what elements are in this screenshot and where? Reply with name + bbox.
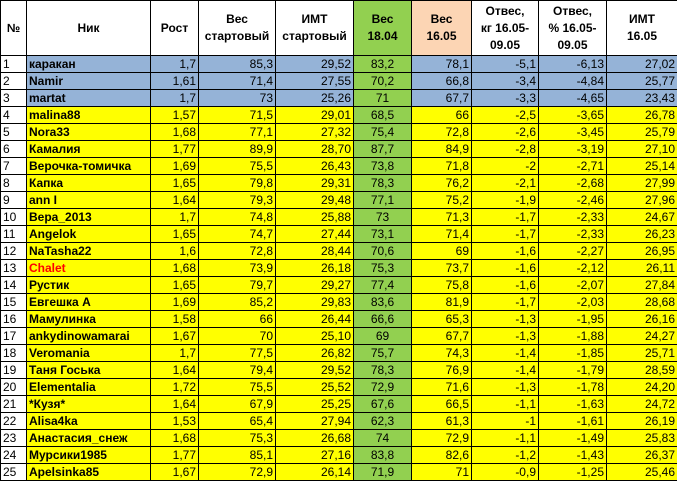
cell-weight-start: 75,5 bbox=[199, 379, 276, 396]
cell-loss-kg: -1,2 bbox=[472, 447, 539, 464]
cell-nick: Elementalia bbox=[27, 379, 151, 396]
cell-weight-start: 77,5 bbox=[199, 345, 276, 362]
table-row bbox=[1, 175, 677, 192]
cell-bmi-start: 25,25 bbox=[276, 396, 354, 413]
cell-nick: ann I bbox=[27, 192, 151, 209]
cell-weight-1804: 71,9 bbox=[354, 464, 412, 481]
header-loss-pct: Отвес, % 16.05- 09.05 bbox=[539, 1, 607, 56]
cell-weight-start: 67,9 bbox=[199, 396, 276, 413]
cell-loss-kg: -0,9 bbox=[472, 464, 539, 481]
cell-weight-start: 74,8 bbox=[199, 209, 276, 226]
cell-weight-1605: 71,4 bbox=[412, 226, 472, 243]
header-nick: Ник bbox=[27, 1, 151, 56]
cell-nick: Мурсики1985 bbox=[27, 447, 151, 464]
header-weight-start: Вес стартовый bbox=[199, 1, 276, 56]
cell-height: 1,53 bbox=[151, 413, 199, 430]
cell-height: 1,67 bbox=[151, 464, 199, 481]
cell-bmi-start: 26,44 bbox=[276, 311, 354, 328]
cell-weight-1804: 72,9 bbox=[354, 379, 412, 396]
cell-weight-1804: 77,4 bbox=[354, 277, 412, 294]
cell-bmi-start: 26,82 bbox=[276, 345, 354, 362]
cell-bmi-start: 28,44 bbox=[276, 243, 354, 260]
cell-bmi-1605: 28,68 bbox=[607, 294, 677, 311]
header-loss-kg: Отвес, кг 16.05- 09.05 bbox=[472, 1, 539, 56]
cell-loss-kg: -1,1 bbox=[472, 430, 539, 447]
cell-num: 6 bbox=[1, 141, 27, 158]
cell-weight-start: 66 bbox=[199, 311, 276, 328]
cell-loss-pct: -2,71 bbox=[539, 158, 607, 175]
cell-loss-pct: -1,63 bbox=[539, 396, 607, 413]
table-row bbox=[1, 226, 677, 243]
cell-weight-1804: 83,2 bbox=[354, 56, 412, 73]
header-bmi-1605: ИМТ 16.05 bbox=[607, 1, 677, 56]
cell-bmi-1605: 24,72 bbox=[607, 396, 677, 413]
table-row bbox=[1, 464, 677, 481]
cell-bmi-1605: 23,43 bbox=[607, 90, 677, 107]
cell-weight-1605: 67,7 bbox=[412, 90, 472, 107]
cell-loss-pct: -1,78 bbox=[539, 379, 607, 396]
cell-loss-pct: -6,13 bbox=[539, 56, 607, 73]
table-row bbox=[1, 73, 677, 90]
cell-weight-1605: 76,9 bbox=[412, 362, 472, 379]
cell-weight-start: 75,3 bbox=[199, 430, 276, 447]
cell-bmi-start: 29,27 bbox=[276, 277, 354, 294]
cell-height: 1,77 bbox=[151, 141, 199, 158]
cell-nick: malina88 bbox=[27, 107, 151, 124]
cell-num: 1 bbox=[1, 56, 27, 73]
cell-weight-1804: 70,6 bbox=[354, 243, 412, 260]
cell-bmi-start: 28,70 bbox=[276, 141, 354, 158]
cell-nick: Nora33 bbox=[27, 124, 151, 141]
cell-bmi-1605: 27,02 bbox=[607, 56, 677, 73]
cell-nick: Верочка-томичка bbox=[27, 158, 151, 175]
cell-weight-1804: 69 bbox=[354, 328, 412, 345]
header-num: № bbox=[1, 1, 27, 56]
table-row bbox=[1, 260, 677, 277]
cell-weight-1804: 83,6 bbox=[354, 294, 412, 311]
cell-nick: Apelsinka85 bbox=[27, 464, 151, 481]
cell-height: 1,57 bbox=[151, 107, 199, 124]
cell-loss-kg: -2,1 bbox=[472, 175, 539, 192]
cell-weight-1804: 73,1 bbox=[354, 226, 412, 243]
cell-height: 1,7 bbox=[151, 56, 199, 73]
cell-num: 17 bbox=[1, 328, 27, 345]
cell-weight-1605: 71,3 bbox=[412, 209, 472, 226]
cell-bmi-start: 27,55 bbox=[276, 73, 354, 90]
cell-weight-start: 74,7 bbox=[199, 226, 276, 243]
cell-nick: Анастасия_снеж bbox=[27, 430, 151, 447]
cell-weight-1605: 69 bbox=[412, 243, 472, 260]
cell-loss-kg: -3,3 bbox=[472, 90, 539, 107]
cell-height: 1,64 bbox=[151, 362, 199, 379]
cell-num: 25 bbox=[1, 464, 27, 481]
cell-bmi-start: 26,43 bbox=[276, 158, 354, 175]
cell-loss-kg: -1,7 bbox=[472, 226, 539, 243]
table-row bbox=[1, 345, 677, 362]
cell-weight-1804: 67,6 bbox=[354, 396, 412, 413]
cell-loss-pct: -2,33 bbox=[539, 226, 607, 243]
cell-loss-pct: -1,85 bbox=[539, 345, 607, 362]
cell-loss-kg: -1,3 bbox=[472, 328, 539, 345]
cell-weight-start: 89,9 bbox=[199, 141, 276, 158]
cell-nick: NaTasha22 bbox=[27, 243, 151, 260]
cell-num: 13 bbox=[1, 260, 27, 277]
cell-weight-start: 70 bbox=[199, 328, 276, 345]
cell-bmi-1605: 26,37 bbox=[607, 447, 677, 464]
cell-loss-pct: -3,19 bbox=[539, 141, 607, 158]
cell-loss-pct: -2,07 bbox=[539, 277, 607, 294]
cell-num: 11 bbox=[1, 226, 27, 243]
cell-height: 1,64 bbox=[151, 396, 199, 413]
cell-weight-start: 72,8 bbox=[199, 243, 276, 260]
cell-weight-1804: 73,8 bbox=[354, 158, 412, 175]
cell-weight-1804: 68,5 bbox=[354, 107, 412, 124]
cell-weight-start: 79,4 bbox=[199, 362, 276, 379]
cell-weight-1605: 71 bbox=[412, 464, 472, 481]
cell-weight-1804: 75,7 bbox=[354, 345, 412, 362]
cell-height: 1,61 bbox=[151, 73, 199, 90]
cell-num: 4 bbox=[1, 107, 27, 124]
cell-loss-pct: -1,95 bbox=[539, 311, 607, 328]
cell-loss-kg: -2 bbox=[472, 158, 539, 175]
table-row bbox=[1, 209, 677, 226]
cell-loss-kg: -1,7 bbox=[472, 209, 539, 226]
cell-loss-kg: -2,8 bbox=[472, 141, 539, 158]
cell-bmi-start: 27,44 bbox=[276, 226, 354, 243]
cell-weight-1804: 75,4 bbox=[354, 124, 412, 141]
cell-weight-1804: 78,3 bbox=[354, 175, 412, 192]
cell-weight-1605: 78,1 bbox=[412, 56, 472, 73]
cell-bmi-1605: 25,46 bbox=[607, 464, 677, 481]
cell-num: 18 bbox=[1, 345, 27, 362]
table-row bbox=[1, 56, 677, 73]
cell-bmi-1605: 27,10 bbox=[607, 141, 677, 158]
cell-loss-kg: -2,5 bbox=[472, 107, 539, 124]
cell-weight-1605: 72,9 bbox=[412, 430, 472, 447]
header-row bbox=[1, 1, 677, 56]
cell-weight-1804: 83,8 bbox=[354, 447, 412, 464]
cell-bmi-1605: 26,16 bbox=[607, 311, 677, 328]
cell-num: 15 bbox=[1, 294, 27, 311]
cell-bmi-1605: 25,71 bbox=[607, 345, 677, 362]
cell-bmi-1605: 26,95 bbox=[607, 243, 677, 260]
cell-loss-kg: -1,4 bbox=[472, 362, 539, 379]
header-height: Рост bbox=[151, 1, 199, 56]
cell-bmi-1605: 25,79 bbox=[607, 124, 677, 141]
cell-bmi-1605: 24,67 bbox=[607, 209, 677, 226]
header-weight-1605: Вес 16.05 bbox=[412, 1, 472, 56]
cell-bmi-start: 29,52 bbox=[276, 56, 354, 73]
cell-nick: каракан bbox=[27, 56, 151, 73]
cell-weight-1804: 78,3 bbox=[354, 362, 412, 379]
cell-height: 1,68 bbox=[151, 260, 199, 277]
cell-loss-pct: -2,27 bbox=[539, 243, 607, 260]
cell-nick: Евгешка А bbox=[27, 294, 151, 311]
cell-loss-kg: -1,7 bbox=[472, 294, 539, 311]
cell-nick: Veromania bbox=[27, 345, 151, 362]
cell-bmi-start: 25,88 bbox=[276, 209, 354, 226]
cell-height: 1,68 bbox=[151, 430, 199, 447]
cell-weight-1605: 75,8 bbox=[412, 277, 472, 294]
cell-num: 14 bbox=[1, 277, 27, 294]
cell-weight-1804: 77,1 bbox=[354, 192, 412, 209]
cell-nick: martat bbox=[27, 90, 151, 107]
cell-num: 7 bbox=[1, 158, 27, 175]
cell-bmi-1605: 28,59 bbox=[607, 362, 677, 379]
cell-weight-1804: 75,3 bbox=[354, 260, 412, 277]
cell-bmi-1605: 25,14 bbox=[607, 158, 677, 175]
cell-loss-kg: -1 bbox=[472, 413, 539, 430]
cell-nick: Таня Госька bbox=[27, 362, 151, 379]
cell-weight-1605: 73,7 bbox=[412, 260, 472, 277]
cell-weight-start: 79,3 bbox=[199, 192, 276, 209]
table-row bbox=[1, 362, 677, 379]
cell-weight-start: 71,4 bbox=[199, 73, 276, 90]
cell-nick: Chalet bbox=[27, 260, 151, 277]
cell-weight-1605: 61,3 bbox=[412, 413, 472, 430]
table-row bbox=[1, 396, 677, 413]
cell-height: 1,69 bbox=[151, 158, 199, 175]
cell-num: 22 bbox=[1, 413, 27, 430]
cell-loss-pct: -3,65 bbox=[539, 107, 607, 124]
cell-bmi-start: 25,10 bbox=[276, 328, 354, 345]
cell-num: 9 bbox=[1, 192, 27, 209]
cell-height: 1,65 bbox=[151, 226, 199, 243]
cell-weight-start: 85,1 bbox=[199, 447, 276, 464]
cell-nick: ankydinowamarai bbox=[27, 328, 151, 345]
cell-loss-pct: -4,65 bbox=[539, 90, 607, 107]
cell-loss-kg: -1,3 bbox=[472, 379, 539, 396]
cell-weight-start: 72,9 bbox=[199, 464, 276, 481]
table-row bbox=[1, 192, 677, 209]
cell-bmi-start: 26,68 bbox=[276, 430, 354, 447]
cell-nick: Рустик bbox=[27, 277, 151, 294]
cell-loss-kg: -1,6 bbox=[472, 243, 539, 260]
table-row bbox=[1, 379, 677, 396]
cell-loss-pct: -1,79 bbox=[539, 362, 607, 379]
cell-loss-kg: -1,3 bbox=[472, 311, 539, 328]
table-row bbox=[1, 90, 677, 107]
cell-weight-1605: 65,3 bbox=[412, 311, 472, 328]
cell-loss-pct: -1,25 bbox=[539, 464, 607, 481]
cell-num: 23 bbox=[1, 430, 27, 447]
cell-bmi-1605: 24,27 bbox=[607, 328, 677, 345]
cell-weight-start: 65,4 bbox=[199, 413, 276, 430]
cell-num: 12 bbox=[1, 243, 27, 260]
cell-num: 8 bbox=[1, 175, 27, 192]
cell-weight-1605: 76,2 bbox=[412, 175, 472, 192]
cell-nick: Вера_2013 bbox=[27, 209, 151, 226]
table-row bbox=[1, 107, 677, 124]
cell-loss-kg: -3,4 bbox=[472, 73, 539, 90]
cell-bmi-1605: 24,20 bbox=[607, 379, 677, 396]
cell-weight-1804: 87,7 bbox=[354, 141, 412, 158]
cell-num: 20 bbox=[1, 379, 27, 396]
cell-weight-start: 85,2 bbox=[199, 294, 276, 311]
table-row bbox=[1, 124, 677, 141]
cell-height: 1,65 bbox=[151, 277, 199, 294]
cell-bmi-1605: 26,23 bbox=[607, 226, 677, 243]
cell-weight-start: 75,5 bbox=[199, 158, 276, 175]
cell-weight-1605: 75,2 bbox=[412, 192, 472, 209]
cell-bmi-1605: 26,19 bbox=[607, 413, 677, 430]
cell-bmi-1605: 25,77 bbox=[607, 73, 677, 90]
table-row bbox=[1, 311, 677, 328]
cell-height: 1,7 bbox=[151, 90, 199, 107]
cell-num: 2 bbox=[1, 73, 27, 90]
cell-height: 1,72 bbox=[151, 379, 199, 396]
cell-loss-kg: -2,6 bbox=[472, 124, 539, 141]
cell-bmi-start: 29,31 bbox=[276, 175, 354, 192]
table-row bbox=[1, 413, 677, 430]
cell-height: 1,64 bbox=[151, 192, 199, 209]
cell-bmi-1605: 27,84 bbox=[607, 277, 677, 294]
cell-height: 1,77 bbox=[151, 447, 199, 464]
cell-height: 1,58 bbox=[151, 311, 199, 328]
cell-height: 1,67 bbox=[151, 328, 199, 345]
cell-height: 1,65 bbox=[151, 175, 199, 192]
cell-loss-kg: -1,9 bbox=[472, 192, 539, 209]
header-bmi-start: ИМТ стартовый bbox=[276, 1, 354, 56]
cell-weight-start: 77,1 bbox=[199, 124, 276, 141]
cell-weight-1804: 66,6 bbox=[354, 311, 412, 328]
cell-bmi-start: 25,26 bbox=[276, 90, 354, 107]
cell-weight-1605: 74,3 bbox=[412, 345, 472, 362]
cell-weight-1605: 66,8 bbox=[412, 73, 472, 90]
cell-weight-1605: 82,6 bbox=[412, 447, 472, 464]
cell-loss-kg: -5,1 bbox=[472, 56, 539, 73]
cell-loss-pct: -2,68 bbox=[539, 175, 607, 192]
cell-weight-1605: 66 bbox=[412, 107, 472, 124]
cell-loss-pct: -2,12 bbox=[539, 260, 607, 277]
cell-weight-1804: 74 bbox=[354, 430, 412, 447]
cell-loss-pct: -1,49 bbox=[539, 430, 607, 447]
cell-nick: *Кузя* bbox=[27, 396, 151, 413]
cell-num: 3 bbox=[1, 90, 27, 107]
cell-bmi-start: 27,32 bbox=[276, 124, 354, 141]
cell-loss-pct: -3,45 bbox=[539, 124, 607, 141]
cell-weight-1804: 73 bbox=[354, 209, 412, 226]
cell-weight-1605: 71,6 bbox=[412, 379, 472, 396]
table-row bbox=[1, 328, 677, 345]
cell-nick: Namir bbox=[27, 73, 151, 90]
table-row bbox=[1, 294, 677, 311]
cell-loss-pct: -2,46 bbox=[539, 192, 607, 209]
cell-loss-kg: -1,6 bbox=[472, 260, 539, 277]
cell-loss-pct: -2,03 bbox=[539, 294, 607, 311]
cell-nick: Alisa4ka bbox=[27, 413, 151, 430]
cell-loss-kg: -1,1 bbox=[472, 396, 539, 413]
cell-weight-1605: 81,9 bbox=[412, 294, 472, 311]
cell-nick: Мамулинка bbox=[27, 311, 151, 328]
cell-bmi-start: 29,01 bbox=[276, 107, 354, 124]
table-row bbox=[1, 447, 677, 464]
cell-loss-pct: -4,84 bbox=[539, 73, 607, 90]
header-weight-1804: Вес 18.04 bbox=[354, 1, 412, 56]
cell-bmi-1605: 26,11 bbox=[607, 260, 677, 277]
cell-num: 10 bbox=[1, 209, 27, 226]
cell-height: 1,69 bbox=[151, 294, 199, 311]
cell-num: 21 bbox=[1, 396, 27, 413]
cell-weight-start: 73,9 bbox=[199, 260, 276, 277]
cell-bmi-start: 29,83 bbox=[276, 294, 354, 311]
cell-bmi-start: 29,52 bbox=[276, 362, 354, 379]
cell-height: 1,7 bbox=[151, 209, 199, 226]
cell-loss-pct: -1,43 bbox=[539, 447, 607, 464]
cell-weight-1605: 66,5 bbox=[412, 396, 472, 413]
cell-weight-1605: 67,7 bbox=[412, 328, 472, 345]
cell-num: 5 bbox=[1, 124, 27, 141]
cell-num: 19 bbox=[1, 362, 27, 379]
cell-bmi-start: 26,14 bbox=[276, 464, 354, 481]
cell-weight-1605: 84,9 bbox=[412, 141, 472, 158]
cell-nick: Камалия bbox=[27, 141, 151, 158]
cell-loss-pct: -1,88 bbox=[539, 328, 607, 345]
cell-weight-1804: 70,2 bbox=[354, 73, 412, 90]
cell-bmi-1605: 27,96 bbox=[607, 192, 677, 209]
table-row bbox=[1, 430, 677, 447]
cell-weight-1804: 71 bbox=[354, 90, 412, 107]
cell-bmi-1605: 25,83 bbox=[607, 430, 677, 447]
cell-weight-1605: 71,8 bbox=[412, 158, 472, 175]
cell-bmi-1605: 26,78 bbox=[607, 107, 677, 124]
cell-weight-1605: 72,8 bbox=[412, 124, 472, 141]
table-row bbox=[1, 243, 677, 260]
cell-weight-start: 71,5 bbox=[199, 107, 276, 124]
cell-num: 16 bbox=[1, 311, 27, 328]
cell-bmi-start: 27,94 bbox=[276, 413, 354, 430]
cell-weight-start: 79,8 bbox=[199, 175, 276, 192]
cell-height: 1,6 bbox=[151, 243, 199, 260]
cell-bmi-start: 27,16 bbox=[276, 447, 354, 464]
cell-nick: Капка bbox=[27, 175, 151, 192]
cell-loss-pct: -1,61 bbox=[539, 413, 607, 430]
cell-loss-kg: -1,4 bbox=[472, 345, 539, 362]
cell-bmi-start: 29,48 bbox=[276, 192, 354, 209]
table-row bbox=[1, 277, 677, 294]
cell-weight-start: 79,7 bbox=[199, 277, 276, 294]
cell-num: 24 bbox=[1, 447, 27, 464]
table-row bbox=[1, 141, 677, 158]
cell-bmi-1605: 27,99 bbox=[607, 175, 677, 192]
cell-weight-1804: 62,3 bbox=[354, 413, 412, 430]
cell-height: 1,7 bbox=[151, 345, 199, 362]
cell-height: 1,68 bbox=[151, 124, 199, 141]
table-row bbox=[1, 158, 677, 175]
cell-loss-pct: -2,33 bbox=[539, 209, 607, 226]
cell-nick: Angelok bbox=[27, 226, 151, 243]
cell-bmi-start: 25,52 bbox=[276, 379, 354, 396]
cell-weight-start: 73 bbox=[199, 90, 276, 107]
cell-loss-kg: -1,6 bbox=[472, 277, 539, 294]
cell-weight-start: 85,3 bbox=[199, 56, 276, 73]
cell-bmi-start: 26,18 bbox=[276, 260, 354, 277]
